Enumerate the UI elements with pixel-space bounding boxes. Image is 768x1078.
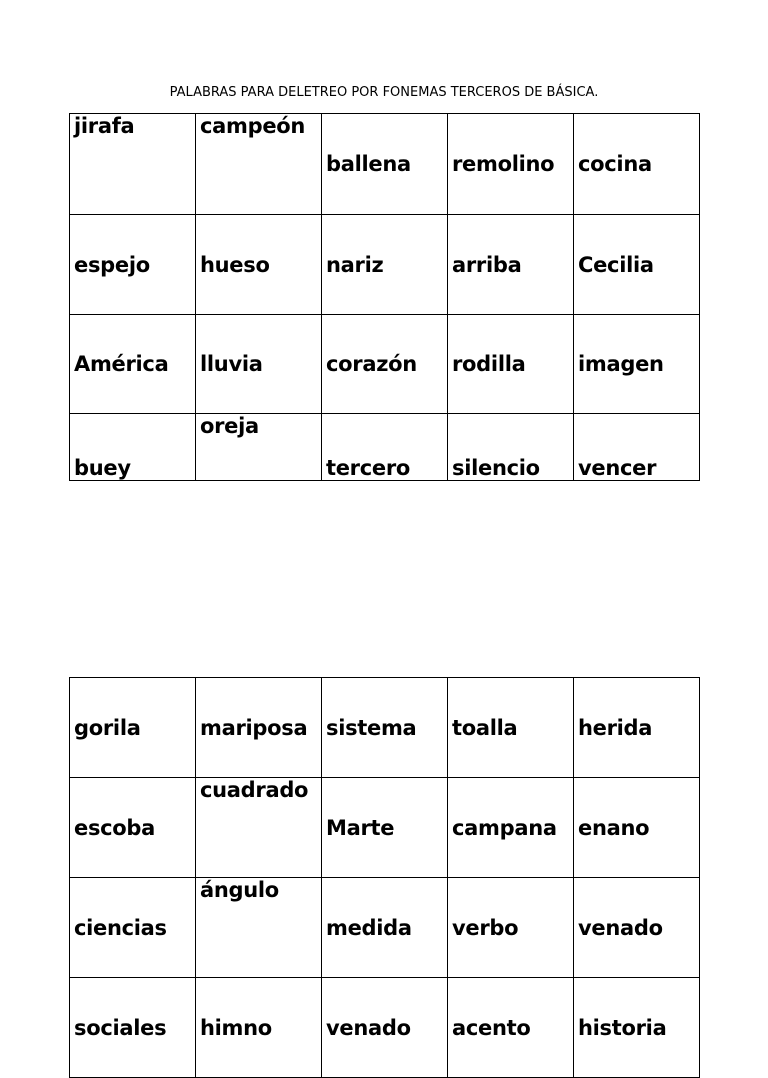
table-row: [70, 215, 700, 315]
word-cell: vencer: [574, 414, 700, 481]
table-row: [70, 978, 700, 1078]
word-cell: venado: [322, 978, 448, 1078]
word-cell: campana: [448, 778, 574, 878]
word-cell: ciencias: [70, 878, 196, 978]
word-cell: nariz: [322, 215, 448, 315]
word-cell: ángulo: [196, 878, 322, 978]
table-row: [70, 315, 700, 414]
word-cell: toalla: [448, 678, 574, 778]
word-cell: cuadrado: [196, 778, 322, 878]
word-cell: oreja: [196, 414, 322, 481]
word-cell: mariposa: [196, 678, 322, 778]
word-cell: imagen: [574, 315, 700, 414]
word-cell: espejo: [70, 215, 196, 315]
word-cell: lluvia: [196, 315, 322, 414]
word-cell: América: [70, 315, 196, 414]
table-row: [70, 878, 700, 978]
word-cell: silencio: [448, 414, 574, 481]
word-cell: herida: [574, 678, 700, 778]
word-cell: ballena: [322, 114, 448, 215]
word-cell: sociales: [70, 978, 196, 1078]
word-cell: medida: [322, 878, 448, 978]
word-cell: tercero: [322, 414, 448, 481]
table-row: [70, 414, 700, 481]
word-cell: buey: [70, 414, 196, 481]
word-cell: arriba: [448, 215, 574, 315]
word-cell: cocina: [574, 114, 700, 215]
word-cell: remolino: [448, 114, 574, 215]
spelling-words-table-2: [69, 677, 700, 1078]
word-cell: acento: [448, 978, 574, 1078]
word-cell: enano: [574, 778, 700, 878]
word-cell: escoba: [70, 778, 196, 878]
word-cell: historia: [574, 978, 700, 1078]
word-cell: gorila: [70, 678, 196, 778]
word-cell: corazón: [322, 315, 448, 414]
word-cell: jirafa: [70, 114, 196, 215]
word-cell: Marte: [322, 778, 448, 878]
table-row: [70, 678, 700, 778]
word-cell: rodilla: [448, 315, 574, 414]
table-row: [70, 114, 700, 215]
word-cell: venado: [574, 878, 700, 978]
spelling-words-table-1: [69, 113, 700, 481]
document-title: PALABRAS PARA DELETREO POR FONEMAS TERCEROS DE BÁSICA.: [169, 85, 599, 100]
word-cell: hueso: [196, 215, 322, 315]
word-cell: himno: [196, 978, 322, 1078]
word-cell: verbo: [448, 878, 574, 978]
table-row: [70, 778, 700, 878]
word-cell: Cecilia: [574, 215, 700, 315]
word-cell: sistema: [322, 678, 448, 778]
word-cell: campeón: [196, 114, 322, 215]
